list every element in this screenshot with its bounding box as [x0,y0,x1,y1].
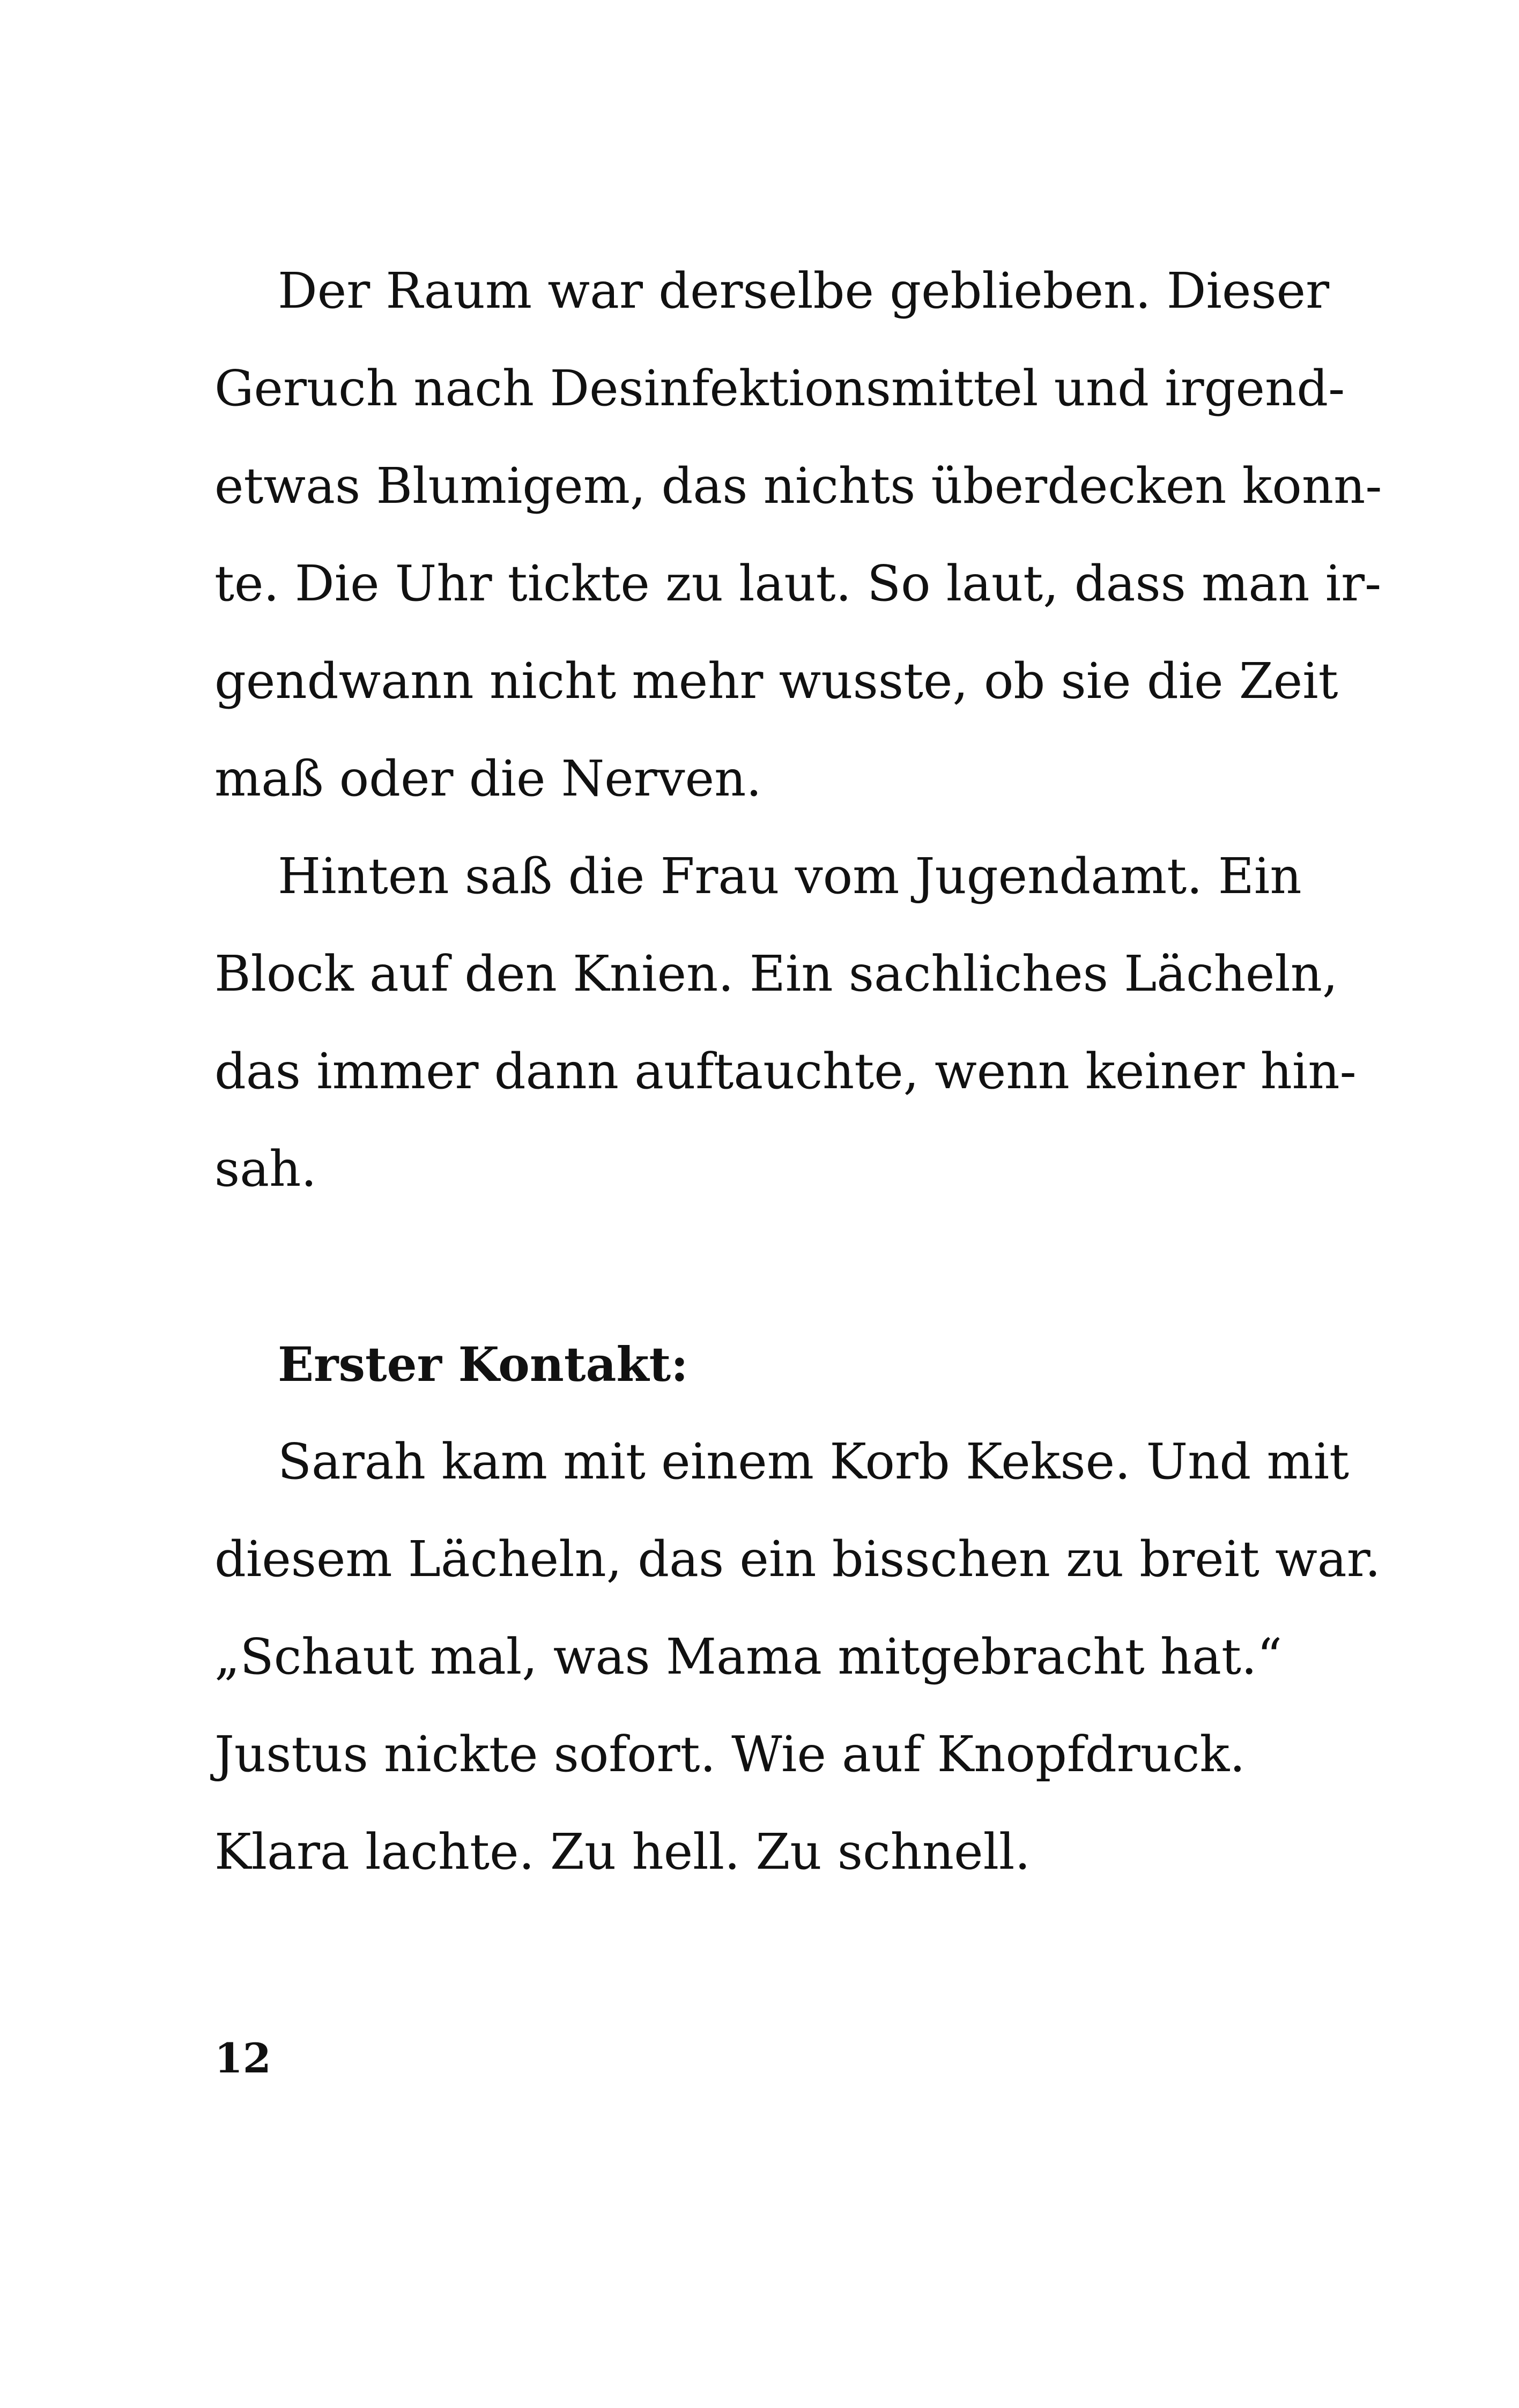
paragraph-3-line-2: diesem Lächeln, das ein bisschen zu breit war. [214,1530,1381,1588]
paragraph-2-line-3: das immer dann auftauchte, wenn keiner hin- [214,1043,1357,1100]
paragraph-3-line-5: Klara lachte. Zu hell. Zu schnell. [214,1823,1031,1881]
section-heading: Erster Kontakt: [278,1336,688,1392]
paragraph-1-line-3: etwas Blumigem, das nichts überdecken konn- [214,457,1382,515]
paragraph-3-line-3: „Schaut mal, was Mama mitgebracht hat.“ [214,1628,1283,1685]
paragraph-2-line-4: sah. [214,1140,317,1198]
page-number: 12 [214,2034,271,2082]
paragraph-1-line-4: te. Die Uhr tickte zu laut. So laut, dass man ir- [214,555,1382,612]
paragraph-3-line-1: Sarah kam mit einem Korb Kekse. Und mit [278,1433,1350,1490]
paragraph-1-line-5: gendwann nicht mehr wusste, ob sie die Zeit [214,652,1338,710]
paragraph-2-line-1: Hinten saß die Frau vom Jugendamt. Ein [278,848,1302,905]
paragraph-3-line-4: Justus nickte sofort. Wie auf Knopfdruck. [214,1726,1246,1783]
paragraph-1-line-6: maß oder die Nerven. [214,750,762,807]
paragraph-2-line-2: Block auf den Knien. Ein sachliches Lächeln, [214,945,1338,1002]
paragraph-1-line-2: Geruch nach Desinfektionsmittel und irgend- [214,360,1345,417]
paragraph-1-line-1: Der Raum war derselbe geblieben. Dieser [278,262,1330,319]
